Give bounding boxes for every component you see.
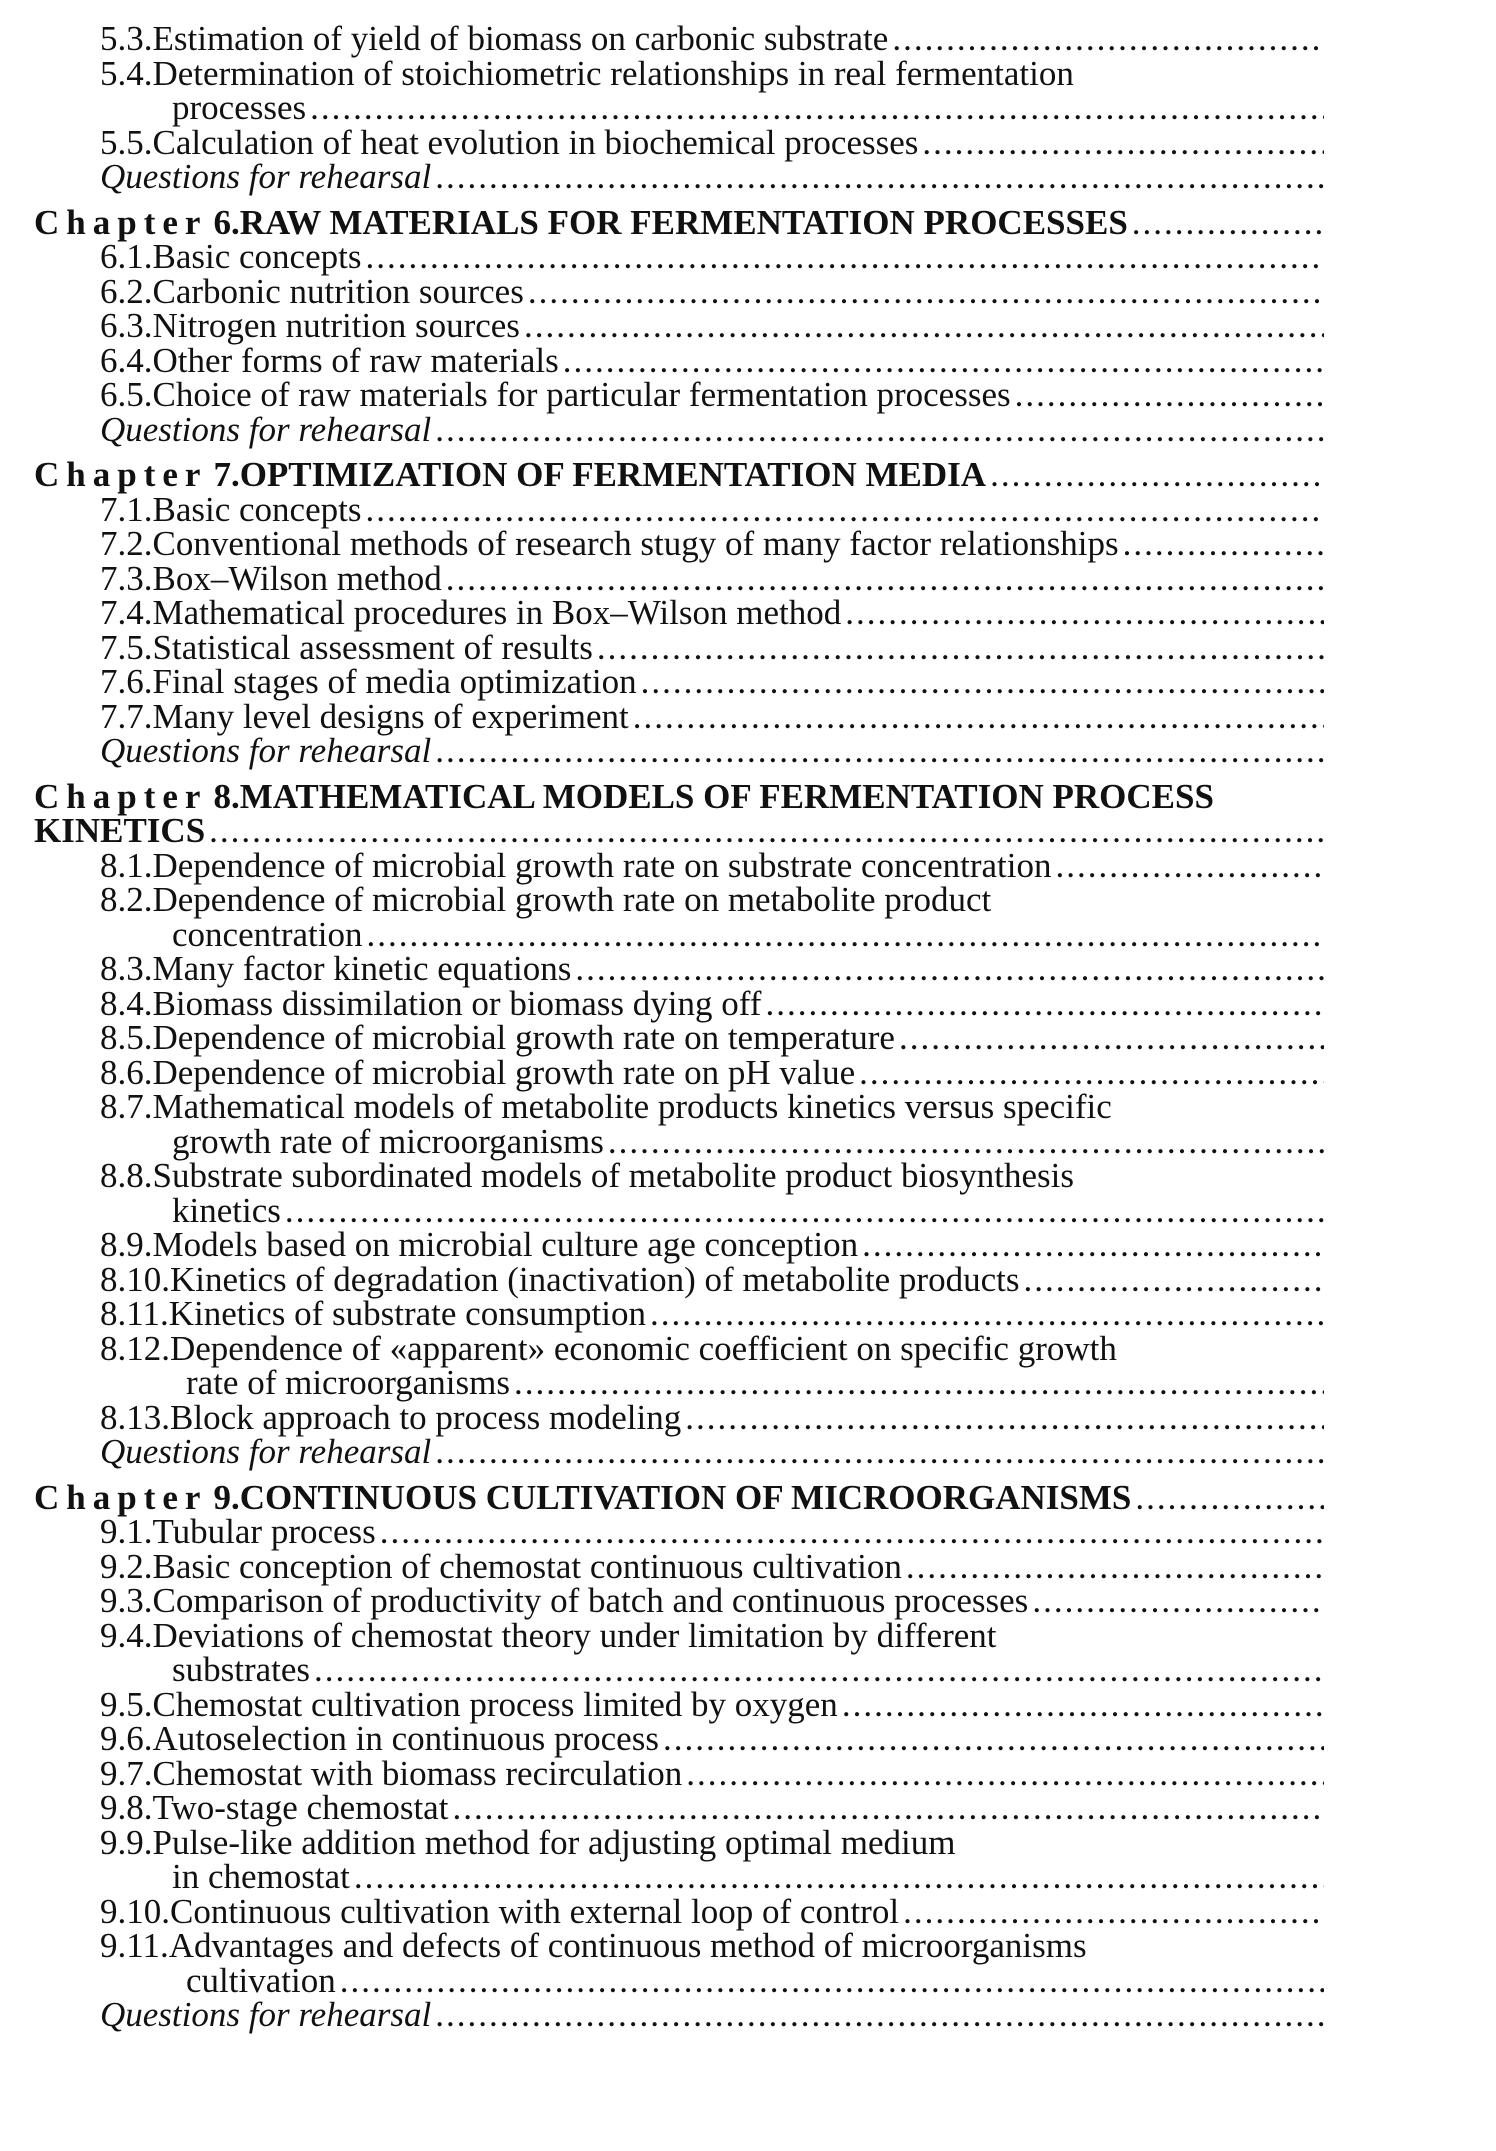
section-title: substrates — [172, 1650, 311, 1689]
toc-entry — [34, 489, 1324, 529]
questions-label: Questions for rehearsal — [100, 1995, 432, 2034]
dot-leader — [922, 126, 1324, 161]
dot-leader — [685, 1401, 1324, 1436]
dot-leader — [633, 700, 1324, 735]
section-number: 8.5. — [100, 1018, 153, 1057]
dot-leader — [435, 1998, 1324, 2033]
section-title: Basic conception of chemostat continuous cultivation — [152, 1546, 902, 1586]
section-number: 8.6. — [100, 1052, 153, 1092]
toc-entry — [34, 237, 1324, 276]
section-number: 7.4. — [100, 593, 153, 632]
dot-leader — [1015, 378, 1324, 413]
section-number: 6.1. — [100, 237, 153, 276]
table-of-contents — [34, 19, 1324, 2034]
dot-leader — [365, 240, 1324, 275]
section-number: 8.12. — [100, 1328, 170, 1368]
toc-entry-continued — [34, 1121, 1324, 1161]
section-title: processes — [172, 88, 307, 127]
questions-entry — [34, 1432, 1324, 1471]
section-number: 8.4. — [100, 983, 153, 1023]
dot-leader — [845, 596, 1324, 631]
dot-leader — [575, 952, 1324, 987]
section-title: Pulse-like addition method for adjusting optimal medium — [152, 1822, 956, 1862]
toc-entry — [34, 1512, 1324, 1551]
toc-entry-continued — [34, 1363, 1324, 1402]
toc-entry — [34, 983, 1324, 1023]
dot-leader — [892, 22, 1324, 57]
section-number: 9.11. — [100, 1926, 169, 1965]
dot-leader — [340, 1964, 1324, 1999]
dot-leader — [435, 413, 1324, 448]
section-title: Two-stage chemostat — [152, 1788, 449, 1827]
dot-leader — [563, 344, 1324, 379]
toc-entry-continued — [34, 914, 1324, 954]
dot-leader — [435, 734, 1324, 769]
toc-entry — [34, 1328, 1324, 1368]
questions-label: Questions for rehearsal — [100, 409, 432, 449]
section-title: Dependence of microbial growth rate on substrate concentration — [152, 845, 1052, 885]
dot-leader — [990, 458, 1324, 493]
toc-entry — [34, 19, 1324, 58]
section-number: 7.2. — [100, 524, 153, 563]
toc-entry — [34, 1294, 1324, 1333]
dot-leader — [686, 1757, 1324, 1792]
toc-entry-continued — [34, 1857, 1324, 1896]
section-title: Autoselection in continuous process — [152, 1719, 659, 1758]
toc-entry — [34, 696, 1324, 736]
toc-entry — [34, 593, 1324, 632]
section-number: 8.10. — [100, 1259, 170, 1299]
dot-leader — [435, 1435, 1324, 1470]
section-title: Estimation of yield of biomass on carbonic substrate — [152, 19, 889, 58]
chapter-number: 8. — [213, 776, 240, 816]
dot-leader — [285, 1194, 1324, 1229]
dot-leader — [380, 1515, 1324, 1550]
toc-entry — [34, 845, 1324, 885]
dot-leader — [528, 275, 1324, 310]
toc-entry-continued — [34, 1960, 1324, 2000]
chapter-title: KINETICS — [34, 811, 206, 850]
dot-leader — [903, 1895, 1324, 1930]
toc-entry-continued — [34, 88, 1324, 127]
section-title: Dependence of microbial growth rate on temperature — [152, 1018, 895, 1057]
section-number: 7.6. — [100, 662, 153, 701]
dot-leader — [906, 1550, 1324, 1585]
toc-entry — [34, 1225, 1324, 1264]
section-title: Basic concepts — [152, 489, 362, 529]
section-number: 5.4. — [100, 53, 153, 93]
section-title: growth rate of microorganisms — [172, 1121, 604, 1161]
section-number: 9.4. — [100, 1615, 153, 1655]
dot-leader — [209, 814, 1324, 849]
toc-entry — [34, 662, 1324, 701]
section-number: 8.8. — [100, 1156, 153, 1195]
section-number: 9.1. — [100, 1512, 153, 1551]
toc-entry-continued — [34, 1650, 1324, 1689]
section-title: Mathematical procedures in Box–Wilson method — [152, 593, 842, 632]
section-number: 7.1. — [100, 489, 153, 529]
section-number: 8.7. — [100, 1087, 153, 1126]
section-title: Kinetics of substrate consumption — [168, 1294, 646, 1333]
questions-label: Questions for rehearsal — [100, 731, 432, 770]
dot-leader — [663, 1722, 1324, 1757]
section-title: Deviations of chemostat theory under limitation by different — [152, 1615, 997, 1655]
section-title: Determination of stoichiometric relationships in real fermentation — [152, 53, 1074, 93]
section-number: 9.5. — [100, 1684, 153, 1724]
section-title: Calculation of heat evolution in biochemical processes — [152, 122, 919, 162]
chapter-word: Chapter — [34, 455, 208, 494]
section-title: Dependence of «apparent» economic coefficient on specific growth — [170, 1328, 1117, 1368]
section-number: 8.9. — [100, 1225, 153, 1264]
toc-entry — [34, 1087, 1324, 1126]
toc-entry — [34, 53, 1324, 93]
questions-label: Questions for rehearsal — [100, 157, 432, 196]
toc-entry — [34, 558, 1324, 598]
section-title: Mathematical models of metabolite products kinetics versus specific — [152, 1087, 1112, 1126]
section-number: 9.7. — [100, 1753, 153, 1793]
toc-entry — [34, 375, 1324, 414]
questions-entry — [34, 157, 1324, 196]
dot-leader — [597, 631, 1324, 666]
toc-entry — [34, 1788, 1324, 1827]
questions-label: Questions for rehearsal — [100, 1432, 432, 1471]
toc-entry — [34, 1546, 1324, 1586]
section-title: in chemostat — [172, 1857, 350, 1896]
toc-entry — [34, 1615, 1324, 1655]
section-number: 8.2. — [100, 880, 153, 919]
chapter-title: MATHEMATICAL MODELS OF FERMENTATION PROCESS — [239, 776, 1214, 816]
section-number: 5.5. — [100, 122, 153, 162]
section-title: Kinetics of degradation (inactivation) of metabolite products — [170, 1259, 1020, 1299]
section-title: Basic concepts — [152, 237, 362, 276]
dot-leader — [446, 562, 1324, 597]
section-title: Block approach to process modeling — [170, 1397, 682, 1437]
section-title: concentration — [172, 914, 363, 954]
dot-leader — [862, 1228, 1324, 1263]
dot-leader — [859, 1056, 1324, 1091]
section-number: 8.11. — [100, 1294, 169, 1333]
section-title: kinetics — [172, 1190, 281, 1230]
section-number: 7.7. — [100, 696, 153, 736]
section-title: Dependence of microbial growth rate on metabolite product — [152, 880, 992, 919]
toc-entry — [34, 1684, 1324, 1724]
section-title: Tubular process — [152, 1512, 376, 1551]
questions-entry — [34, 409, 1324, 449]
toc-entry — [34, 340, 1324, 380]
toc-entry — [34, 1753, 1324, 1793]
section-number: 6.2. — [100, 271, 153, 311]
dot-leader — [899, 1021, 1324, 1056]
dot-leader — [1135, 1481, 1324, 1516]
toc-entry — [34, 1018, 1324, 1057]
section-number: 9.10. — [100, 1891, 170, 1931]
section-number: 8.13. — [100, 1397, 170, 1437]
toc-entry — [34, 1156, 1324, 1195]
dot-leader — [842, 1688, 1324, 1723]
section-number: 6.3. — [100, 306, 153, 345]
toc-entry — [34, 271, 1324, 311]
section-number: 8.1. — [100, 845, 153, 885]
chapter-heading-continued — [34, 811, 1324, 850]
toc-entry — [34, 1822, 1324, 1862]
section-title: Biomass dissimilation or biomass dying off — [152, 983, 762, 1023]
chapter-word: Chapter — [34, 1477, 208, 1517]
chapter-word: Chapter — [34, 776, 208, 816]
section-number: 7.3. — [100, 558, 153, 598]
dot-leader — [365, 493, 1324, 528]
chapter-heading — [34, 1477, 1324, 1517]
section-number: 8.3. — [100, 949, 153, 988]
dot-leader — [314, 1653, 1324, 1688]
chapter-heading — [34, 202, 1324, 242]
chapter-heading — [34, 776, 1324, 816]
dot-leader — [435, 160, 1324, 195]
section-number: 6.4. — [100, 340, 153, 380]
dot-leader — [1055, 849, 1324, 884]
section-title: Continuous cultivation with external loop of control — [170, 1891, 900, 1931]
section-title: cultivation — [186, 1960, 336, 2000]
section-number: 9.8. — [100, 1788, 153, 1827]
section-title: Comparison of productivity of batch and continuous processes — [152, 1581, 1029, 1620]
dot-leader — [1032, 1584, 1324, 1619]
section-title: Carbonic nutrition sources — [152, 271, 524, 311]
dot-leader — [452, 1791, 1324, 1826]
questions-entry — [34, 1995, 1324, 2034]
dot-leader — [366, 918, 1324, 953]
section-title: Box–Wilson method — [152, 558, 442, 598]
dot-leader — [608, 1125, 1324, 1160]
section-title: Final stages of media optimization — [152, 662, 637, 701]
section-title: Advantages and defects of continuous method of microorganisms — [168, 1926, 1087, 1965]
dot-leader — [514, 1366, 1324, 1401]
section-title: Many level designs of experiment — [152, 696, 629, 736]
dot-leader — [310, 91, 1324, 126]
chapter-heading — [34, 455, 1324, 494]
toc-entry — [34, 1891, 1324, 1931]
section-title: Choice of raw materials for particular fermentation processes — [152, 375, 1011, 414]
section-title: Models based on microbial culture age conception — [152, 1225, 859, 1264]
section-title: Other forms of raw materials — [152, 340, 559, 380]
toc-entry — [34, 122, 1324, 162]
toc-entry — [34, 1581, 1324, 1620]
section-title: Chemostat with biomass recirculation — [152, 1753, 683, 1793]
section-title: Conventional methods of research stugy of many factor relationships — [152, 524, 1119, 563]
dot-leader — [650, 1297, 1324, 1332]
toc-entry — [34, 880, 1324, 919]
toc-entry — [34, 1926, 1324, 1965]
section-number: 7.5. — [100, 627, 153, 667]
dot-leader — [765, 987, 1324, 1022]
section-number: 6.5. — [100, 375, 153, 414]
toc-entry — [34, 1397, 1324, 1437]
section-title: Substrate subordinated models of metabolite product biosynthesis — [152, 1156, 1075, 1195]
dot-leader — [641, 665, 1324, 700]
section-title: Chemostat cultivation process limited by oxygen — [152, 1684, 838, 1724]
toc-entry — [34, 1052, 1324, 1092]
dot-leader — [354, 1860, 1324, 1895]
section-title: Dependence of microbial growth rate on pH value — [152, 1052, 856, 1092]
chapter-title: RAW MATERIALS FOR FERMENTATION PROCESSES — [239, 202, 1128, 242]
chapter-title: OPTIMIZATION OF FERMENTATION MEDIA — [239, 455, 987, 494]
section-title: Many factor kinetic equations — [152, 949, 572, 988]
chapter-word: Chapter — [34, 202, 208, 242]
section-title: Nitrogen nutrition sources — [152, 306, 520, 345]
section-number: 9.9. — [100, 1822, 153, 1862]
chapter-number: 9. — [213, 1477, 240, 1517]
chapter-number: 7. — [213, 455, 240, 494]
section-number: 9.2. — [100, 1546, 153, 1586]
dot-leader — [1132, 206, 1324, 241]
section-number: 9.6. — [100, 1719, 153, 1758]
section-title: rate of microorganisms — [186, 1363, 510, 1402]
chapter-number: 6. — [213, 202, 240, 242]
dot-leader — [1123, 527, 1324, 562]
section-title: Statistical assessment of results — [152, 627, 593, 667]
toc-entry — [34, 1719, 1324, 1758]
toc-entry — [34, 524, 1324, 563]
toc-entry-continued — [34, 1190, 1324, 1230]
toc-entry — [34, 1259, 1324, 1299]
chapter-title: CONTINUOUS CULTIVATION OF MICROORGANISMS — [239, 1477, 1132, 1517]
section-number: 5.3. — [100, 19, 153, 58]
toc-entry — [34, 627, 1324, 667]
questions-entry — [34, 731, 1324, 770]
toc-entry — [34, 306, 1324, 345]
toc-entry — [34, 949, 1324, 988]
dot-leader — [524, 309, 1324, 344]
dot-leader — [1023, 1263, 1324, 1298]
section-number: 9.3. — [100, 1581, 153, 1620]
